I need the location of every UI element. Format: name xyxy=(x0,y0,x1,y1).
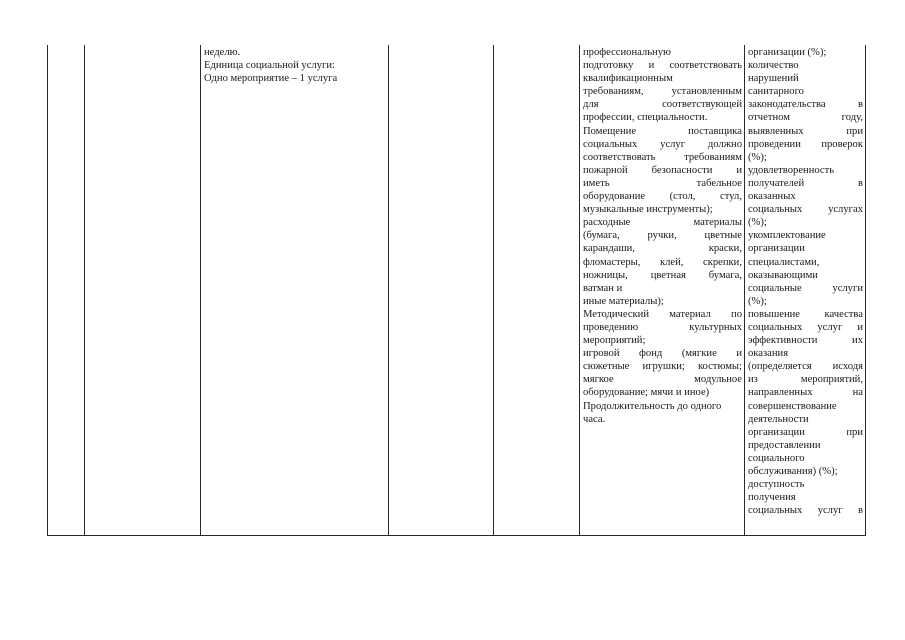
social-service-table xyxy=(47,45,866,536)
text-line: обслуживания) (%); xyxy=(748,466,838,477)
text-line: удовлетворенность xyxy=(748,164,835,176)
table-row xyxy=(48,45,866,536)
text-line: ножницы, цветная бумага, xyxy=(583,269,742,281)
text-line: оказывающими xyxy=(748,269,818,281)
text-line: Методический материал по xyxy=(583,308,742,320)
text-line: получателей в xyxy=(748,177,863,189)
text-line: повышение качества xyxy=(748,308,863,320)
text-line: ватман и xyxy=(583,282,623,294)
text-line: выявленных при xyxy=(748,125,863,137)
text-line: отчетном году, xyxy=(748,112,863,124)
text-line: (бумага, ручки, цветные xyxy=(583,230,742,242)
text-line: сюжетные игрушки; костюмы; xyxy=(583,361,742,373)
text-line: доступность xyxy=(748,479,805,491)
text-line: нарушений xyxy=(748,73,799,85)
text-line: Одно мероприятие – 1 услуга xyxy=(204,73,338,85)
text-line: направленных на xyxy=(748,387,863,399)
text-line: (определяется исходя xyxy=(748,361,863,373)
text-line: оборудование; мячи и иное) xyxy=(583,387,710,399)
text-line: социальных услугах xyxy=(748,204,863,216)
text-line: мягкое модульное xyxy=(583,374,742,386)
quality-indicators-text xyxy=(745,45,865,517)
text-line: профессиональную xyxy=(583,47,671,58)
text-line: оказания xyxy=(748,348,789,360)
cell-number xyxy=(48,45,85,536)
text-line: количество xyxy=(748,60,799,72)
cell-quality-indicators xyxy=(745,45,866,536)
text-line: проведении проверок xyxy=(748,138,863,150)
text-line: получения xyxy=(748,492,796,504)
service-conditions-text xyxy=(580,45,744,426)
text-line: организации (%); xyxy=(748,47,827,58)
text-line: законодательства в xyxy=(748,99,863,111)
text-line: Помещение поставщика xyxy=(583,125,742,137)
text-line: музыкальные инструменты); xyxy=(583,204,713,216)
cell-service-name xyxy=(85,45,201,536)
text-line: (%); xyxy=(748,295,767,307)
cell-service-description xyxy=(201,45,389,536)
text-line: карандаши, краски, xyxy=(583,243,742,255)
text-line: организации при xyxy=(748,426,863,438)
text-line: иметь табельное xyxy=(583,177,742,189)
text-line: проведению культурных xyxy=(583,321,742,333)
text-line: расходные материалы xyxy=(583,217,742,229)
text-line: социального xyxy=(748,452,805,464)
text-line: организации xyxy=(748,243,805,255)
text-line: Продолжительность до одного xyxy=(583,400,722,412)
text-line: эффективности их xyxy=(748,335,863,347)
text-line: оборудование (стол, стул, xyxy=(583,191,742,203)
text-line: квалификационным xyxy=(583,73,673,85)
text-line: социальных услуг и xyxy=(748,321,863,333)
text-line: оказанных xyxy=(748,191,796,203)
text-line: санитарного xyxy=(748,86,804,98)
cell-norms xyxy=(494,45,580,536)
text-line: (%); xyxy=(748,151,767,163)
text-line: мероприятий; xyxy=(583,335,646,347)
text-line: (%); xyxy=(748,217,767,229)
text-line: для соответствующей xyxy=(583,99,742,111)
text-line: Единица социальной услуги: xyxy=(204,60,335,72)
text-line: игровой фонд (мягкие и xyxy=(583,348,742,360)
text-line: иные материалы); xyxy=(583,295,664,307)
text-line: социальные услуги xyxy=(748,282,863,294)
text-line: совершенствование xyxy=(748,400,837,412)
text-line: деятельности xyxy=(748,413,809,425)
text-line: фломастеры, клей, скрепки, xyxy=(583,256,742,268)
text-line: пожарной безопасности и xyxy=(583,164,742,176)
text-line: часа. xyxy=(583,413,606,425)
service-description-text xyxy=(201,45,388,85)
text-line: неделю. xyxy=(204,47,241,58)
cell-conditions xyxy=(580,45,745,536)
text-line: подготовку и соответствовать xyxy=(583,60,742,72)
text-line: социальных услуг в xyxy=(748,505,863,517)
text-line: соответствовать требованиям xyxy=(583,151,742,163)
text-line: предоставлении xyxy=(748,439,821,451)
text-line: специалистами, xyxy=(748,256,820,268)
cell-deadline xyxy=(389,45,494,536)
text-line: требованиям, установленным xyxy=(583,86,742,98)
text-line: профессии, специальности. xyxy=(583,112,708,124)
text-line: укомплектование xyxy=(748,230,826,242)
text-line: социальных услуг должно xyxy=(583,138,742,150)
text-line: из мероприятий, xyxy=(748,374,863,386)
